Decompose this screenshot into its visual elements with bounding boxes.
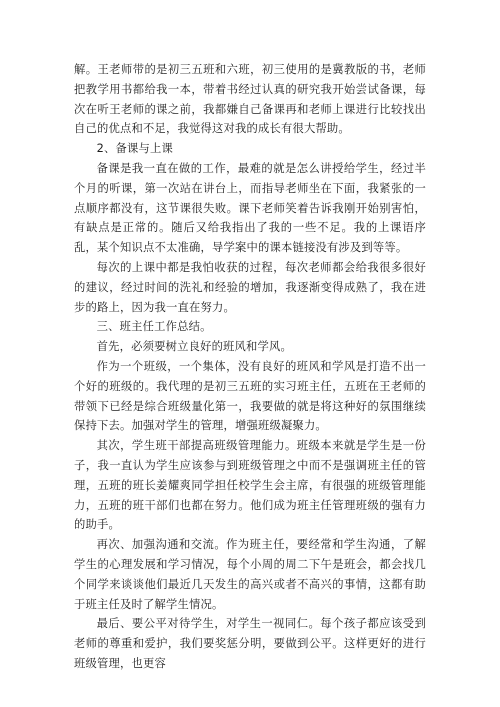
section-heading-lesson-prep: 2、备课与上课 <box>96 142 173 156</box>
paragraph-growth: 每次的上课中都是我怕收获的过程，每次老师都会给我很多很好的建议，经过时间的洗礼和经验的增加，我逐渐变得成熟了，我在进步的路上，因为我一直在努力。 <box>74 260 426 314</box>
paragraph-class-style: 作为一个班级，一个集体，没有良好的班风和学风是打造不出一个好的班级的。我代理的是初三五班的实习班主任，五班在王老师的带领下已经是综合班级量化第一，我要做的就是将这种好的氛围继续保持下去。加强对学生的管理，增强班级凝聚力。 <box>74 359 426 433</box>
paragraph-first: 首先，必须要树立良好的班风和学风。 <box>96 340 293 354</box>
paragraph-second: 其次，学生班干部提高班级管理能力。班级本来就是学生是一份子，我一直认为学生应该参与到班级管理之中而不是强调班主任的管理，五班的班长姜耀爽同学担任校学生会主席，有很强的班级管理能力，五班的班干部们也都在努力。他们成为班主任管理班级的强有力的助手。 <box>74 439 426 532</box>
section-heading-class-teacher: 三、班主任工作总结。 <box>96 320 212 334</box>
paragraph-third: 再次、加强沟通和交流。作为班主任，要经常和学生沟通，了解学生的心理发展和学习情况，每个小周的周二下午是班会，都会找几个同学来谈谈他们最近几天发生的高兴或者不高兴的事情，这都有助于班主任及时了解学生情况。 <box>74 538 426 611</box>
paragraph-continued: 解。王老师带的是初三五班和六班，初三使用的是冀教版的书，老师把教学用书都给我一本，带着书经过认真的研究我开始尝试备课，每次在听王老师的课之前，我都嫌自己备课再和老师上课进行比较找出自己的优点和不足，我觉得这对我的成长有很大帮助。 <box>74 63 426 136</box>
paragraph-lesson-prep: 备课是我一直在做的工作，最难的就是怎么讲授给学生，经过半个月的听课，第一次站在讲台上，而指导老师坐在下面，我紧张的一点顺序都没有，这节课很失败。课下老师笑着告诉我刚开始别害怕，有缺点是正常的。随后又给我指出了我的一些不足。我的上课语序乱，某个知识点不太准确，导学案中的课本链接没有涉及到等等。 <box>74 161 426 255</box>
document-page <box>74 60 426 674</box>
paragraph-last: 最后、要公平对待学生，对学生一视同仁。每个孩子都应该受到老师的尊重和爱护，我们要奖惩分明，要做到公平。这样更好的进行班级管理，也更容 <box>74 617 426 670</box>
